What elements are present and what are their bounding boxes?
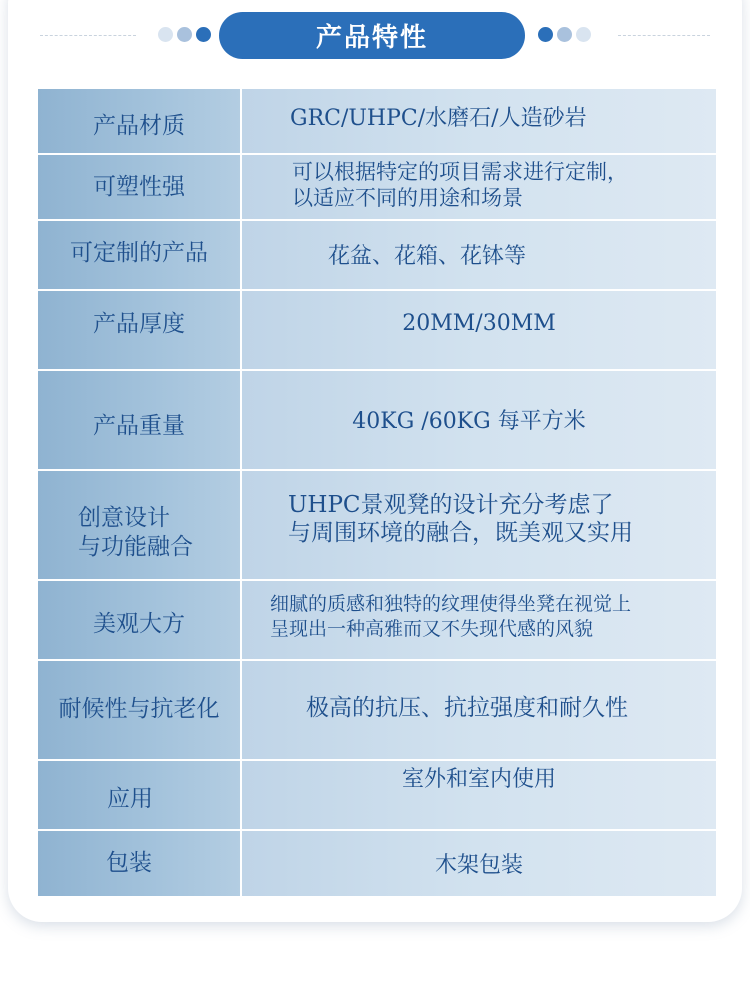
- spec-table: [38, 89, 716, 896]
- header-title-pill: [219, 12, 525, 59]
- spec-row-application: [38, 761, 716, 829]
- spec-row-customizable: [38, 221, 716, 289]
- spec-row-creative-design: [38, 471, 716, 579]
- spec-value: UHPC景观凳的设计充分考虑了 与周围环境的融合，既美观又实用: [242, 471, 716, 579]
- spec-value: 室外和室内使用: [242, 761, 716, 829]
- spec-label: 包装: [38, 831, 240, 896]
- header-dot-light-left: [158, 27, 173, 42]
- spec-row-weight: [38, 371, 716, 469]
- section-header: [0, 0, 750, 75]
- spec-row-aesthetics: [38, 581, 716, 659]
- spec-value: 细腻的质感和独特的纹理使得坐凳在视觉上 呈现出一种高雅而又不失现代感的风貌: [242, 581, 716, 659]
- spec-label: 产品重量: [38, 371, 240, 469]
- header-dot-mid-right: [557, 27, 572, 42]
- spec-label: 美观大方: [38, 581, 240, 659]
- spec-value: 20MM/30MM: [242, 291, 716, 369]
- spec-row-packaging: [38, 831, 716, 896]
- spec-label: 耐候性与抗老化: [38, 661, 240, 759]
- header-dot-dark-left: [196, 27, 211, 42]
- header-dot-dark-right: [538, 27, 553, 42]
- header-dot-light-right: [576, 27, 591, 42]
- spec-row-plasticity: [38, 155, 716, 219]
- header-title: 产品特性: [315, 23, 428, 53]
- spec-label: 产品厚度: [38, 291, 240, 369]
- spec-value: GRC/UHPC/水磨石/人造砂岩: [242, 89, 716, 153]
- header-dot-mid-left: [177, 27, 192, 42]
- spec-label: 产品材质: [38, 89, 240, 153]
- spec-label: 可定制的产品: [38, 221, 240, 289]
- spec-value: 极高的抗压、抗拉强度和耐久性: [242, 661, 716, 759]
- spec-value: 40KG /60KG 每平方米: [242, 371, 716, 469]
- spec-value: 可以根据特定的项目需求进行定制， 以适应不同的用途和场景: [242, 155, 716, 219]
- spec-label: 可塑性强: [38, 155, 240, 219]
- spec-label: 创意设计 与功能融合: [38, 471, 240, 579]
- spec-row-thickness: [38, 291, 716, 369]
- spec-label: 应用: [38, 761, 240, 829]
- spec-value: 花盆、花箱、花钵等: [242, 221, 716, 289]
- spec-value: 木架包装: [242, 831, 716, 896]
- spec-row-material: [38, 89, 716, 153]
- header-dashed-line-right: [618, 35, 710, 36]
- spec-row-weather-resistance: [38, 661, 716, 759]
- header-dashed-line-left: [40, 35, 136, 36]
